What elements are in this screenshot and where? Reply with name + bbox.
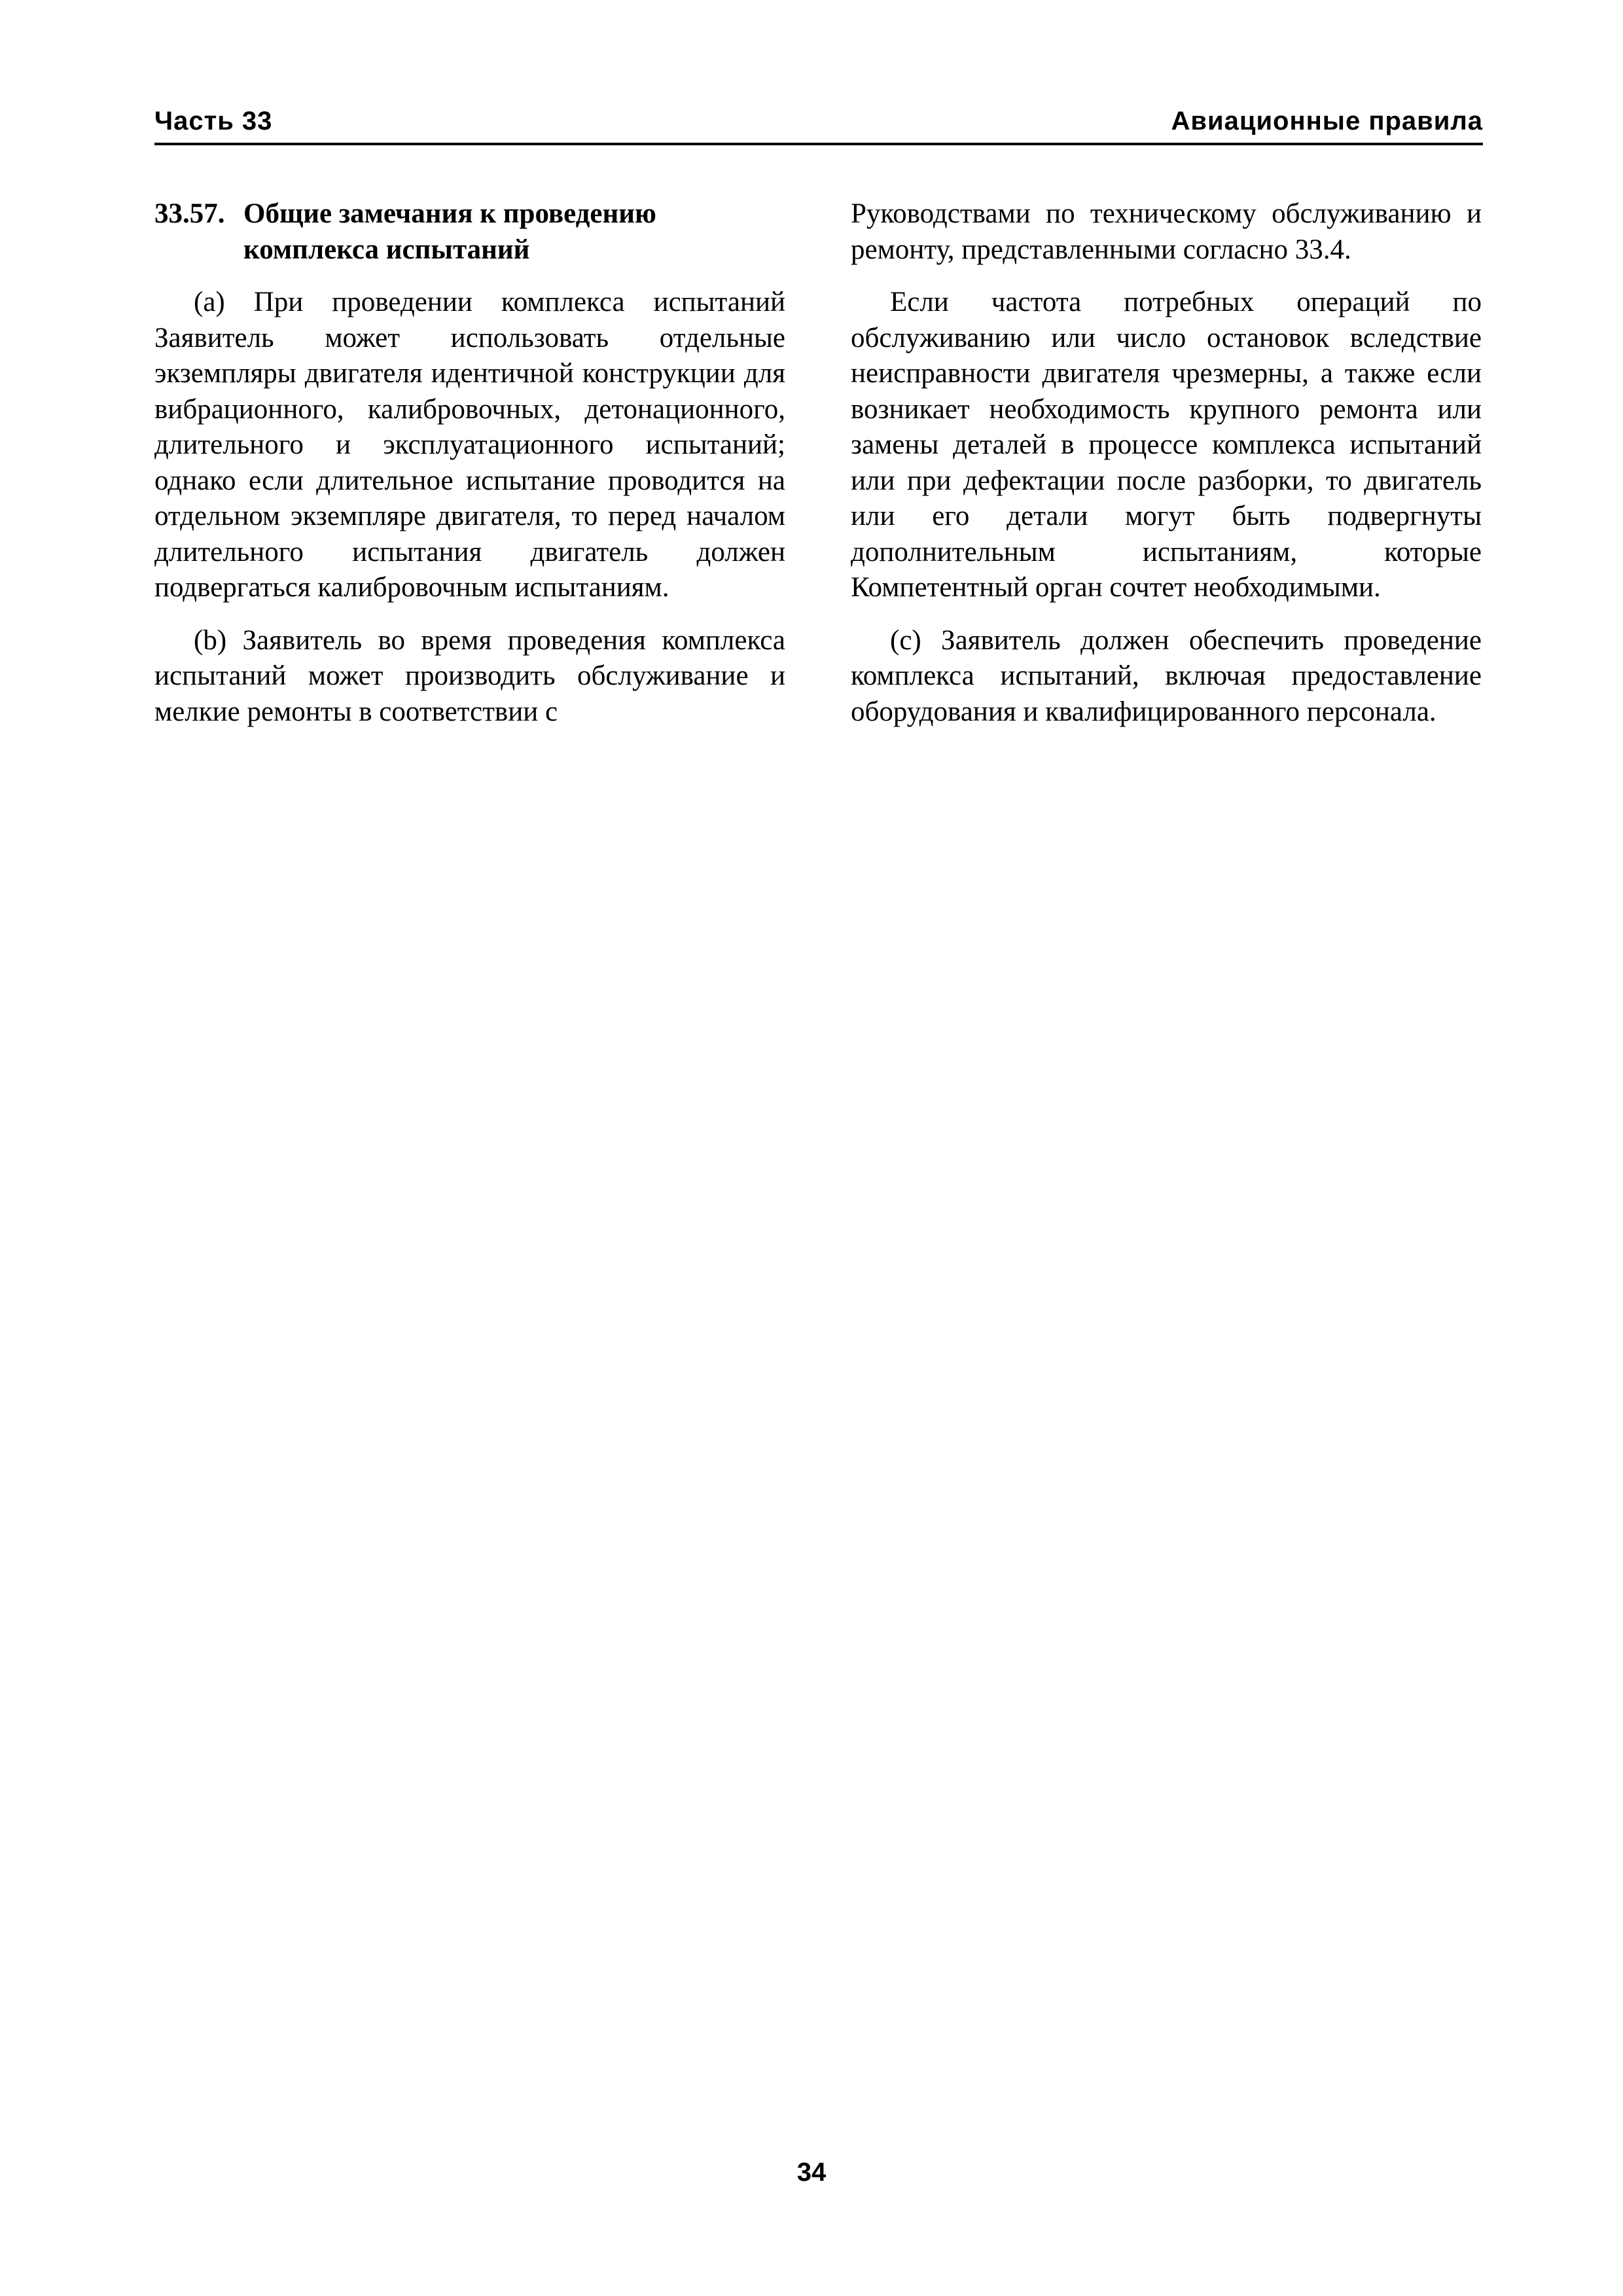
header-part-label: Часть 33 [154, 107, 273, 135]
section-title: Общие замечания к проведению комплекса испытаний [243, 198, 656, 265]
right-column [851, 196, 1482, 747]
paragraph-b-continued: Руководствами по техническому обслуживанию и ремонту, представленными согласно 33.4. [851, 198, 1482, 265]
paragraph-b: (b) Заявитель во время проведения комплекса испытаний может производить обслуживание и мелкие ремонты в соответствии с [154, 624, 785, 727]
section-heading [154, 196, 785, 268]
paragraph-b-second: Если частота потребных операций по обслуживанию или число остановок вследствие неисправности двигателя чрезмерны, а также если возникает необходимость крупного ремонта или замены деталей в процессе комплекса испытаний или при дефектации после разборки, то двигатель или его детали могут быть подвергнуты дополнительным испытаниям, которые Компетентный орган сочтет необходимыми. [851, 287, 1482, 603]
section-number: 33.57. [154, 198, 225, 229]
paragraph-c: (c) Заявитель должен обеспечить проведение комплекса испытаний, включая предоставление оборудования и квалифицированного персонала. [851, 624, 1482, 727]
left-column [154, 196, 785, 747]
header-document-title: Авиационные правила [1171, 107, 1483, 135]
paragraph-a: (a) При проведении комплекса испытаний Заявитель может использовать отдельные экземпляры двигателя идентичной конструкции для вибрационного, калибровочных, детонационного, длительного и эксплуатационного испытаний; однако если длительное испытание проводится на отдельном экземпляре двигателя, то перед началом длительного испытания двигатель должен подвергаться калибровочным испытаниям. [154, 287, 785, 603]
page-header [154, 99, 1483, 145]
page-number: 34 [796, 2158, 827, 2187]
